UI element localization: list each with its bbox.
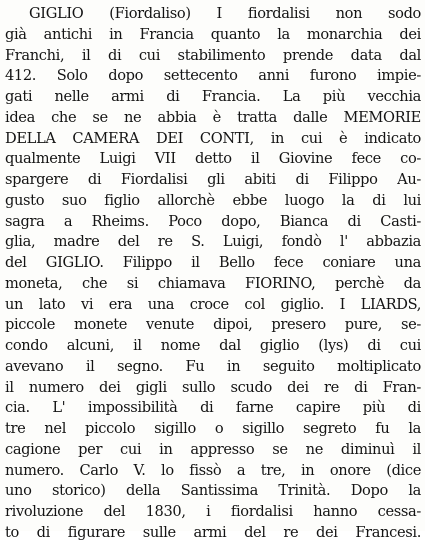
- text-line: rivoluzione del 1830, i fiordalisi hanno cessa-: [5, 503, 421, 520]
- text-line: gati nelle armi di Francia. La più vecchia: [5, 88, 421, 105]
- text-line: idea che se ne abbia è tratta dalle MEMORIE: [5, 108, 421, 126]
- text-line: già antichi in Francia quanto la monarchia dei: [5, 25, 421, 43]
- text-line: cia. L' impossibilità di farne capire più di: [5, 399, 421, 417]
- text-line: numero. Carlo V. lo fissò a tre, in onore (dice: [5, 461, 421, 479]
- text-line: avevano il segno. Fu in seguito moltiplicato: [5, 357, 421, 375]
- text-line: moneta, che si chiamava FIORINO, perchè da: [5, 274, 421, 292]
- text-line: qualmente Luigi VII detto il Giovine fece co-: [5, 150, 421, 168]
- paragraph-giglio: [5, 4, 421, 544]
- text-line: uno storico) della Santissima Trinità. Dopo la: [5, 482, 421, 500]
- text-line: gusto suo figlio allorchè ebbe luogo la di lui: [5, 191, 421, 209]
- text-line: glia, madre del re S. Luigi, fondò l' abbazia: [5, 233, 421, 251]
- text-line: condo alcuni, il nome dal giglio (lys) di cui: [5, 337, 421, 354]
- text-line: Franchi, il di cui stabilimento prende data dal: [5, 46, 421, 64]
- text-line: tre nel piccolo sigillo o sigillo segreto fu la: [5, 420, 421, 437]
- text-line: del GIGLIO. Filippo il Bello fece coniare una: [5, 254, 421, 271]
- text-line: GIGLIO (Fiordaliso) I fiordalisi non sodo: [29, 5, 421, 22]
- text-line: un lato vi era una croce col giglio. I LIARDS,: [5, 295, 421, 313]
- text-line: cagione per cui in appresso se ne diminuì il: [5, 440, 421, 458]
- text-line: piccole monete venute dipoi, presero pure, se-: [5, 316, 421, 334]
- text-line: spargere di Fiordalisi gli abiti di Filippo Au-: [5, 171, 421, 188]
- text-line: 412. Solo dopo settecento anni furono impie-: [5, 67, 421, 85]
- text-line: to di figurare sulle armi del re dei Francesi.: [5, 523, 421, 541]
- text-line: il numero dei gigli sullo scudo dei re di Fran-: [5, 378, 421, 396]
- text-line: sagra a Rheims. Poco dopo, Bianca di Casti-: [5, 212, 421, 230]
- text-line: DELLA CAMERA DEI CONTI, in cui è indicato: [5, 129, 421, 147]
